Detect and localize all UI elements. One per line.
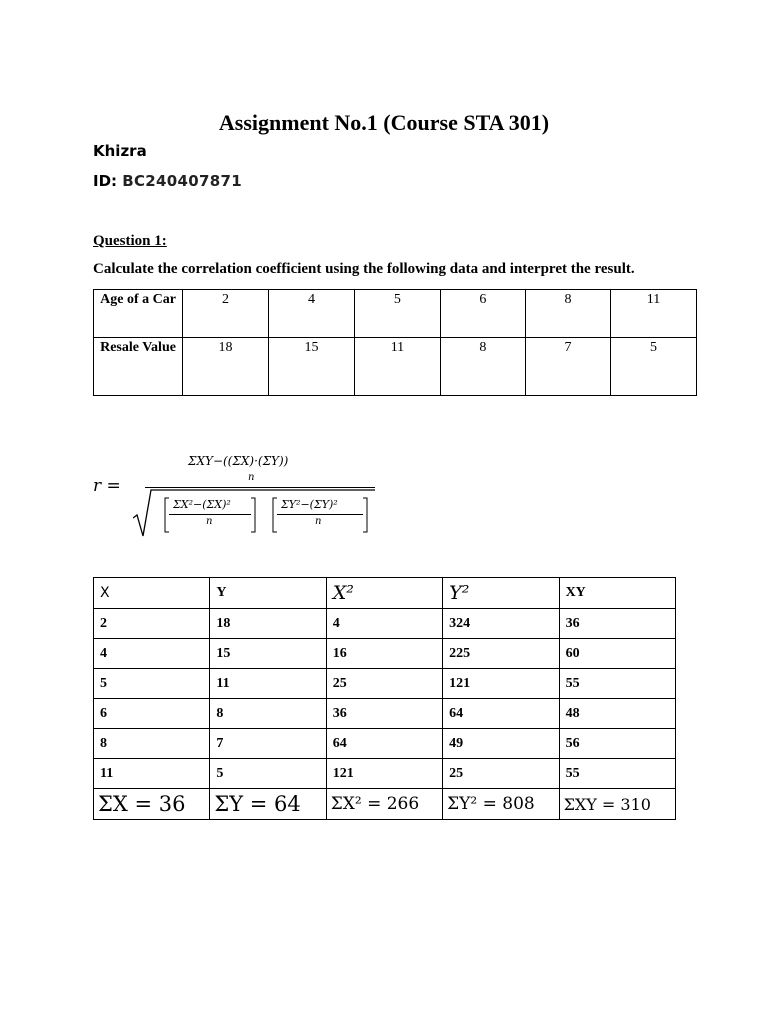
table-cell: 225 (443, 639, 559, 669)
question-text: Calculate the correlation coefficient using the following data and interpret the result. (93, 261, 635, 277)
sums-row (94, 789, 676, 820)
table-cell: 64 (326, 729, 442, 759)
table-cell: 16 (326, 639, 442, 669)
formula-left-bracket: ΣX²−(ΣX)² (173, 498, 231, 511)
row-header-age: Age of a Car (94, 290, 183, 338)
table-cell: 15 (269, 338, 355, 396)
table-row (94, 639, 676, 669)
table-cell: 18 (183, 338, 269, 396)
table-row (94, 669, 676, 699)
fraction-bar (277, 514, 363, 515)
table-cell: 36 (559, 609, 675, 639)
student-id (93, 171, 242, 191)
table-header-row (94, 578, 676, 609)
sum-x-squared: ΣX² = 266 (326, 789, 442, 820)
table-cell: 121 (443, 669, 559, 699)
table-cell: 121 (326, 759, 442, 789)
table-cell: 5 (210, 759, 326, 789)
table-row (94, 759, 676, 789)
table-cell: 4 (326, 609, 442, 639)
table-row (94, 290, 697, 338)
table-cell: 18 (210, 609, 326, 639)
table-cell: 324 (443, 609, 559, 639)
formula-numerator: ΣXY−((ΣX)·(ΣY)) (188, 454, 289, 468)
table-cell: 5 (94, 669, 210, 699)
table-cell: 25 (443, 759, 559, 789)
student-id-value: BC240407871 (122, 172, 242, 190)
table-cell: 49 (443, 729, 559, 759)
question-label: Question 1: (93, 233, 167, 249)
table-cell: 36 (326, 699, 442, 729)
table-cell: 5 (354, 290, 440, 338)
formula-left-n: n (206, 516, 213, 527)
document-title: Assignment No.1 (Course STA 301) (218, 110, 550, 135)
table-cell: 11 (611, 290, 697, 338)
table-cell: 4 (94, 639, 210, 669)
table-row (94, 729, 676, 759)
table-cell: 6 (440, 290, 525, 338)
table-cell: 8 (94, 729, 210, 759)
table-cell: 56 (559, 729, 675, 759)
sqrt-symbol-icon (133, 488, 383, 538)
table-cell: 11 (94, 759, 210, 789)
formula-numerator-n: n (248, 472, 255, 483)
fraction-bar (169, 514, 251, 515)
header-xy: XY (559, 578, 675, 609)
table-cell: 60 (559, 639, 675, 669)
table-cell: 8 (440, 338, 525, 396)
table-cell: 64 (443, 699, 559, 729)
student-name: Khizra (93, 142, 147, 160)
table-cell: 11 (210, 669, 326, 699)
header-x: X (94, 578, 210, 609)
table-cell: 11 (354, 338, 440, 396)
table-cell: 55 (559, 669, 675, 699)
student-id-label: ID: (93, 172, 118, 190)
table-cell: 2 (183, 290, 269, 338)
table-row (94, 699, 676, 729)
table-cell: 7 (525, 338, 610, 396)
correlation-formula (93, 446, 393, 546)
table-row (94, 609, 676, 639)
header-x-squared: X² (326, 578, 442, 609)
table-cell: 55 (559, 759, 675, 789)
table-cell: 25 (326, 669, 442, 699)
formula-lhs: r = (93, 476, 121, 496)
row-header-resale: Resale Value (94, 338, 183, 396)
formula-right-bracket: ΣY²−(ΣY)² (281, 498, 338, 511)
table-cell: 8 (525, 290, 610, 338)
sum-y: ΣY = 64 (210, 789, 326, 820)
table-cell: 2 (94, 609, 210, 639)
sum-y-squared: ΣY² = 808 (443, 789, 559, 820)
table-cell: 48 (559, 699, 675, 729)
table-cell: 7 (210, 729, 326, 759)
header-y-squared: Y² (443, 578, 559, 609)
table-row (94, 338, 697, 396)
formula-right-n: n (315, 516, 322, 527)
calculation-table (93, 577, 676, 820)
table-cell: 15 (210, 639, 326, 669)
table-cell: 4 (269, 290, 355, 338)
header-y: Y (210, 578, 326, 609)
table-cell: 5 (611, 338, 697, 396)
table-cell: 6 (94, 699, 210, 729)
sum-x: ΣX = 36 (94, 789, 210, 820)
data-table (93, 289, 697, 396)
sum-xy: ΣXY = 310 (559, 789, 675, 820)
table-cell: 8 (210, 699, 326, 729)
